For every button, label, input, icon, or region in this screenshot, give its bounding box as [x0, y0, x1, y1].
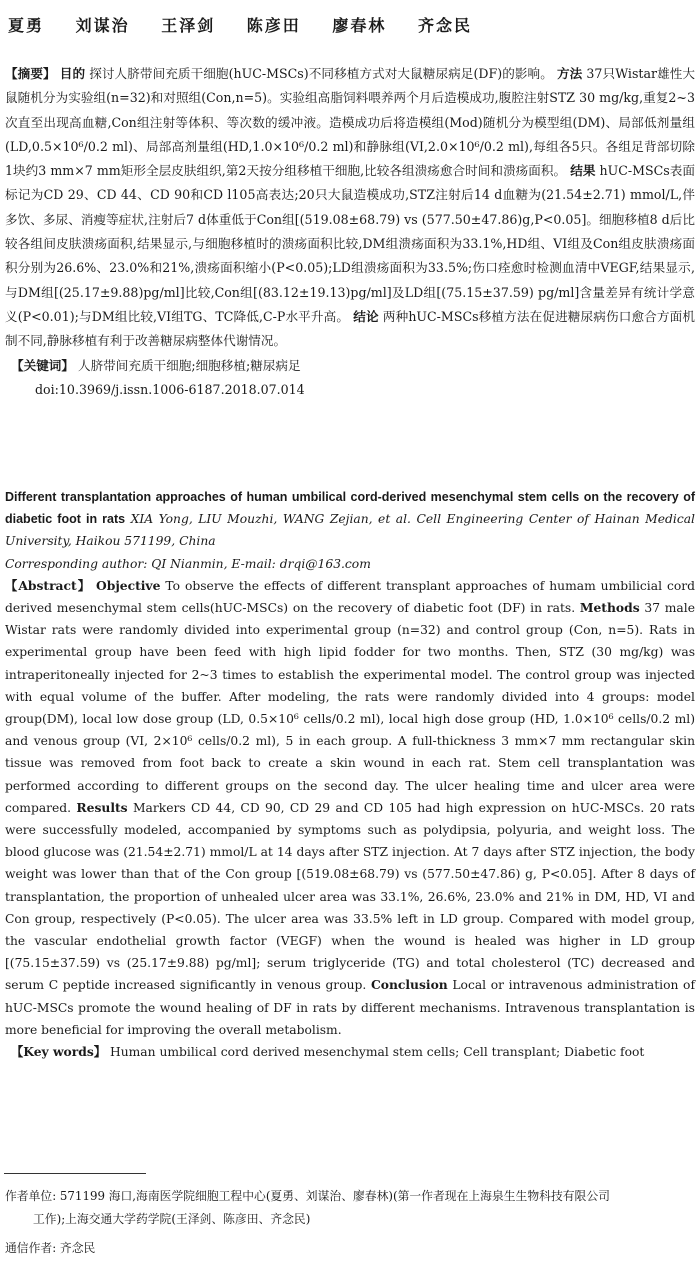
affiliation-line	[5, 1185, 695, 1208]
author-name: 齐念民	[417, 16, 472, 35]
objective-label-en: Objective	[96, 577, 161, 593]
keywords-label: 【关键词】	[11, 357, 74, 373]
footnote-affiliation	[5, 1185, 695, 1231]
methods-text: 37只Wistar雄性大鼠随机分为实验组(n=32)和对照组(Con,n=5)。实验组高脂饲料喂养两个月后造模成功,腹腔注射STZ 30 mg/kg,重复2~3次直至出现高血糖,Con组注射等体积、等次数的缓冲液。造模成功后将造模组(Mod)随机分为模型组(DM)、局部低剂量组(LD,0.5×10⁶/0.2 ml)、局部高剂量组(HD,1.0×10⁶/0.2 ml)和静脉组(VI,2.0×10⁶/0.2 ml),每组各5只。各组足背部切除1块约3 mm×7 mm矩形全层皮肤组织,第2天按分组移植干细胞,比较各组溃疡愈合时间和溃疡面积。	[5, 66, 696, 179]
authors-chinese	[8, 14, 692, 38]
affiliation-label: 作者单位:	[5, 1189, 57, 1203]
english-title: Different transplantation approaches of human umbilical cord-derived mesenchymal stem cells on the recovery of diabetic foot in rats	[5, 490, 695, 527]
results-text: hUC-MSCs表面标记为CD 29、CD 44、CD 90和CD l105高表达;20只大鼠造模成功,STZ注射后14 d血糖为(21.54±2.71) mmol/L,伴多饮、多尿、消瘦等症状,注射后7 d体重低于Con组[(519.08±68.79) vs (577.50±47.86)g,P<0.05]。细胞移植8 d后比较各组间皮肤溃疡面积,结果显示,与细胞移植时的溃疡面积比较,DM组溃疡面积为33.1%,HD组、VI组及Con组皮肤溃疡面积分别为26.6%、23.0%和21%,溃疡面积缩小(P<0.05);LD组溃疡面积为33.5%;伤口痊愈时检测血清中VEGF,结果显示,与DM组[(25.17±9.88)pg/ml]比较,Con组[(83.12±19.13)pg/ml]及LD组[(75.15±37.59) pg/ml]含量差异有统计学意义(P<0.01);与DM组比较,VI组TG、TC降低,C-P水平升高。	[5, 163, 696, 324]
keywords-line-en	[5, 1041, 695, 1063]
keywords-text: 人脐带间充质干细胞;细胞移植;糖尿病足	[77, 357, 301, 373]
affiliation-text: 571199 海口,海南医学院细胞工程中心(夏勇、刘谋治、廖春林)(第一作者现在上海泉生生物科技有限公司	[59, 1189, 610, 1203]
author-name: 廖春林	[332, 16, 387, 35]
abstract-label-en: 【Abstract】	[5, 577, 92, 593]
results-label: 结果	[570, 163, 596, 179]
footnote-divider	[4, 1173, 146, 1174]
conclusion-label: 结论	[353, 308, 379, 324]
doi-line: doi:10.3969/j.issn.1006-6187.2018.07.014	[35, 381, 305, 397]
english-abstract	[5, 486, 695, 1063]
methods-label: 方法	[556, 66, 583, 81]
english-header	[5, 486, 695, 553]
author-name: 王泽剑	[161, 16, 216, 35]
methods-label-en: Methods	[579, 600, 640, 616]
english-corresponding-author: Corresponding author: QI Nianmin, E-mail: drqi@163.com	[5, 556, 371, 571]
conclusion-text: 两种hUC-MSCs移植方法在促进糖尿病伤口愈合方面机制不同,静脉移植有利于改善糖尿病整体代谢情况。	[5, 308, 695, 349]
abstract-label: 【摘要】	[5, 66, 56, 81]
english-authors-affiliation: XIA Yong, LIU Mouzhi, WANG Zejian, et al. Cell Engineering Center of Hainan Medical University, Haikou 571199, China	[5, 512, 695, 549]
objective-label: 目的	[59, 66, 86, 81]
keywords-label-en: 【Key words】	[11, 1044, 107, 1060]
keywords-text-en: Human umbilical cord derived mesenchymal stem cells; Cell transplant; Diabetic foot	[109, 1045, 645, 1060]
conclusion-text-en: Local or intravenous administration of hUC-MSCs promote the wound healing of DF in rats by different mechanisms. Intravenous transplantation is more beneficial for improving the overall metabolism.	[5, 978, 695, 1037]
corresponding-name: 齐念民	[59, 1241, 96, 1255]
author-name: 陈彦田	[246, 16, 301, 35]
methods-text-en: 37 male Wistar rats were randomly divided into experimental group (n=32) and control group (Con, n=5). Rats in experimental group have been feed with high lipid fodder for two months. Then, STZ (30 mg/kg) was intraperitoneally injected for 2~3 times to establish the experimental model. The control group was injected with equal volume of the buffer. After modeling, the rats were randomly divided into 4 groups: model group(DM), local low dose group (LD, 0.5×10⁶ cells/0.2 ml), local high dose group (HD, 1.0×10⁶ cells/0.2 ml) and venous group (VI, 2×10⁶ cells/0.2 ml), 5 in each group. A full-thickness 3 mm×7 mm rectangular skin tissue was removed from foot back to create a skin wound in each rat. Stem cell transplantation was performed according to different groups on the second day. The ulcer healing time and ulcer area were compared.	[5, 601, 695, 815]
objective-text-en: To observe the effects of different transplant approaches of humam umbilicial cord derived mesenchymal stem cells(hUC-MSCs) on the recovery of diabetic foot (DF) in rats.	[5, 578, 695, 616]
chinese-abstract	[5, 62, 695, 402]
affiliation-continuation: 工作);上海交通大学药学院(王泽剑、陈彦田、齐念民)	[33, 1212, 311, 1226]
objective-text: 探讨人脐带间充质干细胞(hUC-MSCs)不同移植方式对大鼠糖尿病足(DF)的影响。	[89, 66, 553, 81]
english-abstract-body	[5, 575, 695, 1041]
keywords-line	[5, 354, 695, 378]
conclusion-label-en: Conclusion	[370, 977, 448, 993]
footnote-corresponding	[5, 1237, 695, 1260]
author-name: 刘谋治	[75, 16, 130, 35]
results-text-en: Markers CD 44, CD 90, CD 29 and CD 105 had high expression on hUC-MSCs. 20 rats were successfully modeled, accompanied by symptoms such as polydipsia, polyuria, and weight loss. The blood glucose was (21.54±2.71) mmol/L at 14 days after STZ injection. At 7 days after STZ injection, the body weight was lower than that of the Con group [(519.08±68.79) vs (577.50±47.86) g, P<0.05]. After 8 days of transplantation, the proportion of unhealed ulcer area was 33.1%, 26.6%, 23.0% and 21% in DM, HD, VI and Con group, respectively (P<0.05). The ulcer area was 33.5% left in LD group. Compared with model group, the vascular endothelial growth factor (VEGF) when the wound is healed was higher in LD group [(75.15±37.59) vs (25.17±9.88) pg/ml]; serum triglyceride (TG) and total cholesterol (TC) decreased and serum C peptide increased significantly in venous group.	[5, 800, 695, 993]
corresponding-label: 通信作者:	[5, 1241, 57, 1255]
results-label-en: Results	[76, 799, 128, 815]
chinese-abstract-body	[5, 62, 695, 354]
author-name: 夏勇	[8, 16, 45, 35]
